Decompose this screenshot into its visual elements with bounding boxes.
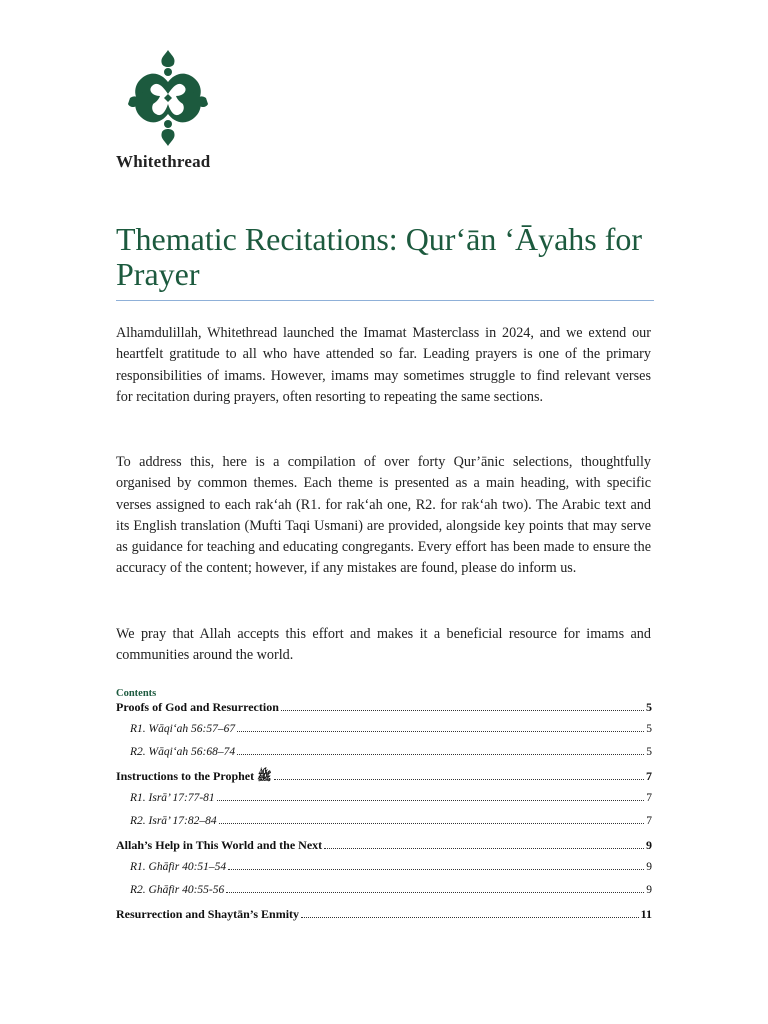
toc-entry-title: Allah’s Help in This World and the Next: [116, 838, 323, 852]
toc-leader: [237, 731, 644, 732]
brand-name: Whitethread: [116, 152, 211, 171]
purpose-paragraph: To address this, here is a compilation of over forty Qur’ānic selections, thoughtfully organised by common themes. Each theme is presented as a main heading, with specific verses assigned to each rak‘ah (R1. for rak‘ah one, R2. for rak‘ah two). The Arabic text and its English translation (Mufti Taqi Usmani) are provided, alongside key points that may serve as guidance for teaching and educating congregants. Every effort has been made to ensure the accuracy of the content; however, if any mistakes are found, please do inform us.: [116, 454, 651, 577]
toc-leader: [237, 754, 644, 755]
toc-entry[interactable]: [116, 861, 652, 884]
toc-entry[interactable]: [116, 907, 652, 930]
toc-entry-title: R2. Wāqi‘ah 56:68–74: [130, 746, 236, 758]
ornamental-knot-logo-icon: [124, 48, 212, 148]
toc-leader: [228, 869, 644, 870]
toc-leader: [324, 848, 644, 849]
toc-leader: [217, 800, 645, 801]
toc-entry-page: 11: [640, 907, 652, 921]
toc-leader: [219, 823, 645, 824]
toc-entry-page: 5: [646, 723, 652, 735]
toc-entry-title: R1. Ghāfir 40:51–54: [130, 861, 227, 873]
toc-entry[interactable]: [116, 769, 652, 792]
toc-entry[interactable]: [116, 700, 652, 723]
toc-entry-page: 5: [646, 700, 652, 714]
toc-entry-page: 9: [646, 838, 652, 852]
toc-leader: [274, 779, 644, 780]
toc-entry-title: Resurrection and Shaytān’s Enmity: [116, 907, 300, 921]
toc-entry-page: 9: [646, 884, 652, 896]
page-title: Thematic Recitations: Qur‘ān ‘Āyahs for Prayer: [116, 221, 643, 292]
toc-entry[interactable]: [116, 792, 652, 815]
closing-paragraph: We pray that Allah accepts this effort and makes it a beneficial resource for imams and communities around the world.: [116, 626, 651, 664]
toc-entry-title: Proofs of God and Resurrection: [116, 700, 279, 714]
toc-entry-page: 7: [646, 815, 652, 827]
toc-entry-title: Instructions to the Prophet ﷺ: [116, 769, 272, 783]
contents-heading: Contents: [116, 688, 157, 699]
toc-entry[interactable]: [116, 884, 652, 907]
toc-entry-title: R1. Isrā’ 17:77-81: [130, 792, 215, 804]
toc-entry[interactable]: [116, 838, 652, 861]
intro-paragraph: Alhamdulillah, Whitethread launched the Imamat Masterclass in 2024, and we extend our heartfelt gratitude to all who have attended so far. Leading prayers is one of the primary responsibilities of imams. However, imams may sometimes struggle to find relevant verses for recitation during prayers, often resorting to repeating the same sections.: [116, 325, 651, 405]
toc-entry[interactable]: [116, 815, 652, 838]
toc-entry-title: R2. Ghāfir 40:55-56: [130, 884, 225, 896]
toc-entry-page: 5: [646, 746, 652, 758]
title-divider: [116, 300, 654, 301]
table-of-contents: [116, 700, 652, 930]
toc-entry-title: R2. Isrā’ 17:82–84: [130, 815, 217, 827]
toc-leader: [281, 710, 644, 711]
toc-entry-page: 7: [646, 792, 652, 804]
toc-entry-title: R1. Wāqi‘ah 56:57–67: [130, 723, 236, 735]
toc-leader: [226, 892, 644, 893]
toc-entry-page: 7: [646, 769, 652, 783]
toc-entry[interactable]: [116, 746, 652, 769]
whitethread-logo: [118, 48, 218, 148]
toc-entry-page: 9: [646, 861, 652, 873]
toc-entry[interactable]: [116, 723, 652, 746]
toc-leader: [301, 917, 639, 918]
